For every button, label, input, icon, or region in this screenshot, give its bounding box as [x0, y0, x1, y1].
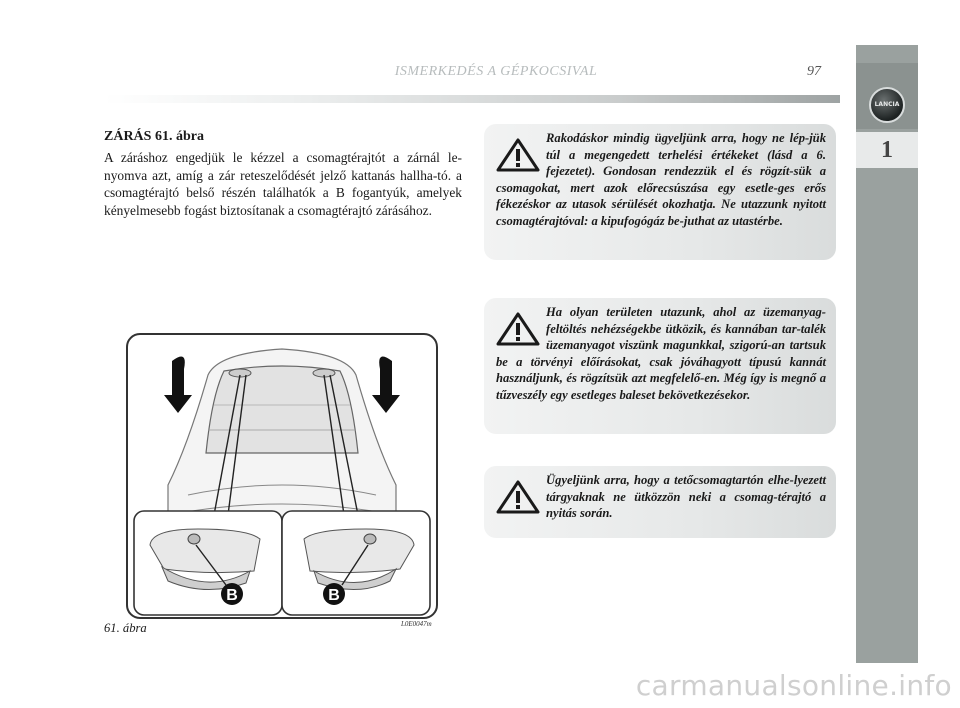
- warning-triangle-icon: [496, 312, 540, 346]
- chapter-sidebar: [856, 45, 918, 663]
- warning-text: Ha olyan területen utazunk, ahol az üzemanyag-feltöltés nehézségekbe ütközik, és kannában tar-talék üzemanyagot viszünk magunkkal, szigorú-an tartsuk be a törvényi előírásokat, csak jóváhagyott típusú kannát használjunk, és rögzítsük azt megfelelő-en. Még így is megnő a tűzveszély egy esetleges baleset bekövetkezésekor.: [496, 305, 826, 402]
- warning-box-fuel-can: [484, 298, 836, 434]
- figure-61: [126, 333, 438, 619]
- badge-b-left-label: B: [226, 587, 238, 604]
- lancia-logo-icon: [869, 87, 905, 123]
- chapter-tab[interactable]: [856, 129, 918, 171]
- chapter-number: 1: [881, 137, 893, 163]
- watermark: carmanualsonline.info: [635, 669, 952, 702]
- header-title: ISMERKEDÉS A GÉPKOCSIVAL: [394, 64, 598, 79]
- warning-box-roof-rack: [484, 466, 836, 538]
- header-rule: [104, 95, 840, 103]
- arrow-down-left-icon: [164, 357, 192, 414]
- tailgate-illustration: [128, 335, 436, 617]
- badge-b-right-label: B: [328, 587, 340, 604]
- page-number: 97: [807, 64, 821, 79]
- arrow-down-right-icon: [372, 357, 400, 414]
- warning-triangle-icon: [496, 138, 540, 172]
- section-body: A záráshoz engedjük le kézzel a csomagtérajtót a zárnál le-nyomva azt, amíg a zár reteszelődését jelző kattanás hallha-tó. a csomagtérajtó belső részén találhatók a B fogantyúk, amelyek kényelmesebb fogást biztosítanak a csomagtérajtó zárásához.: [104, 150, 462, 218]
- warning-text: Ügyeljünk arra, hogy a tetőcsomagtartón elhe-lyezett tárgyaknak ne ütközzön neki a csomag-térajtó a nyitás során.: [546, 473, 826, 521]
- logo-text: LANCIA: [874, 101, 900, 108]
- figure-code: L0E0047m: [401, 620, 432, 628]
- figure-caption: 61. ábra: [104, 621, 147, 635]
- section-heading: ZÁRÁS 61. ábra: [104, 129, 204, 144]
- warning-text: Rakodáskor mindig ügyeljünk arra, hogy ne lép-jük túl a megengedett terhelési értékeket (lásd a 6. fejezetet). Gondosan rendezzük el és rögzít-sük a csomagokat, mert azok előrecsúszása egy esetle-ges erős fékezéskor az utasok sérülését okozhatja. Ne utazzunk nyitott csomagtérajtóval: a kipufogógáz be-juthat az utastérbe.: [496, 131, 826, 228]
- tailgate-opening: [206, 366, 358, 453]
- warning-triangle-icon: [496, 480, 540, 514]
- warning-box-loading: [484, 124, 836, 260]
